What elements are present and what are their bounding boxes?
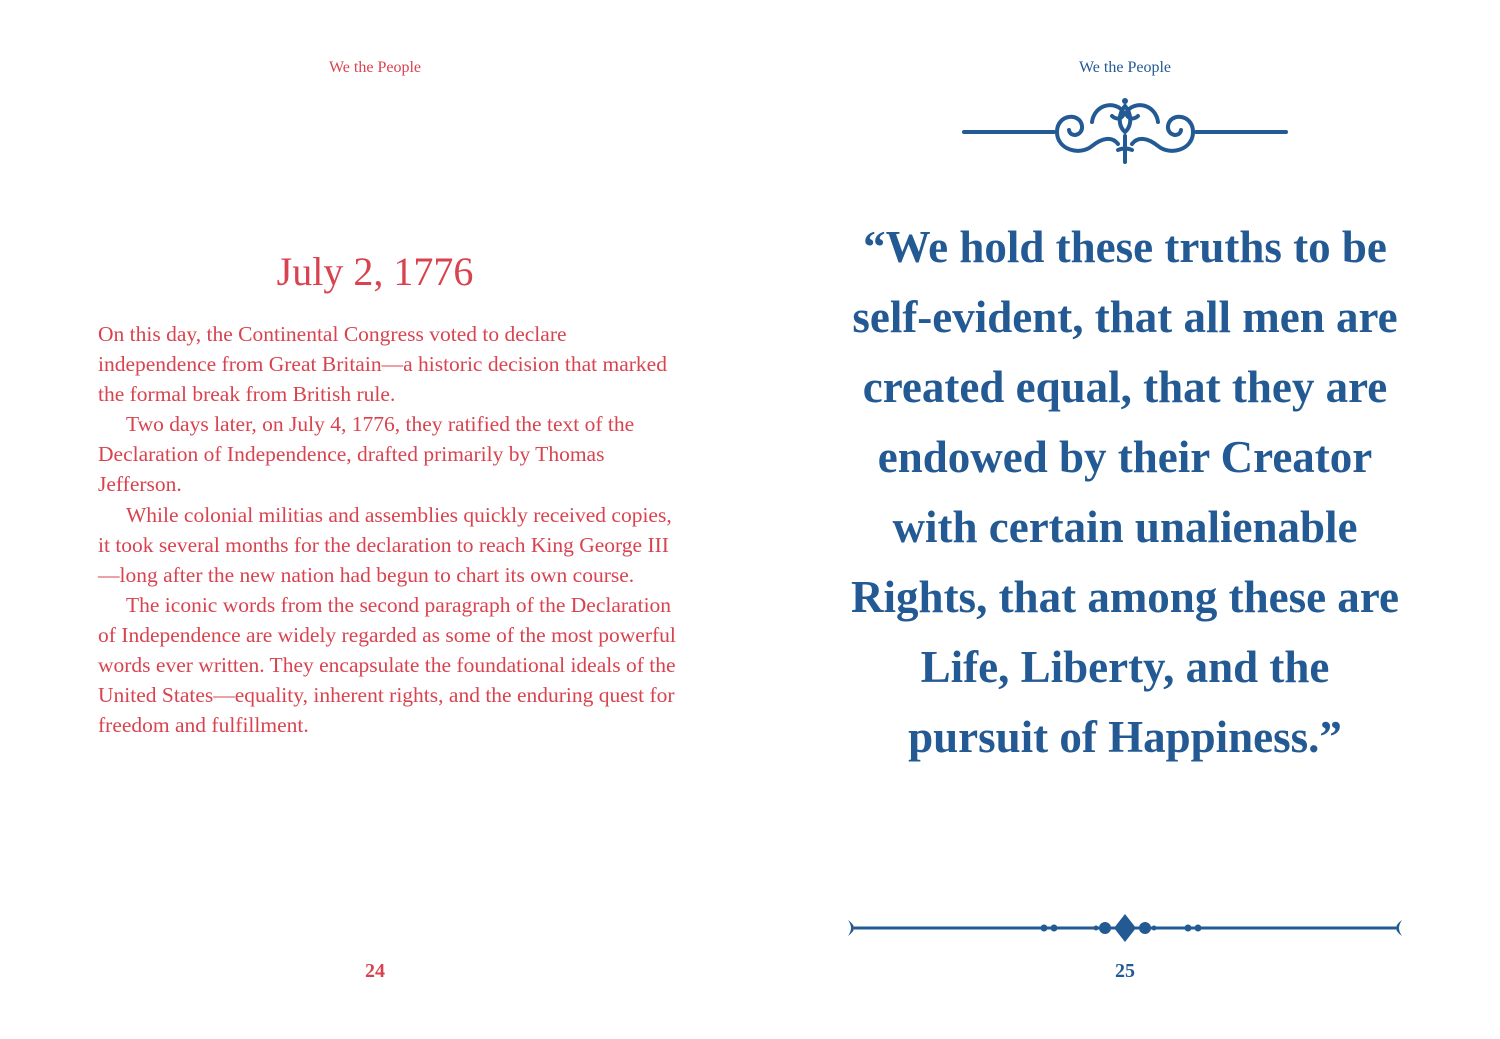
chapter-title: July 2, 1776 [276, 249, 474, 294]
running-head: We the People [328, 59, 421, 76]
paragraph: On this day, the Continental Congress voted to declare independence from Great Britain—a historic decision that marked the formal break from British rule. [98, 322, 667, 407]
right-page [750, 0, 1500, 1039]
running-head: We the People [1078, 59, 1171, 76]
body-text [98, 319, 683, 740]
paragraph: The iconic words from the second paragraph of the Declaration of Independence are widely regarded as some of the most powerful words ever written. They encapsulate the foundational ideals of the United States—equality, inherent rights, and the enduring quest for freedom and fulfillment. [98, 592, 676, 738]
divider-rule-icon [848, 910, 1402, 946]
quote-text: “We hold these truths to be self-evident, that all men are created equal, that they are endowed by their Creator with certain unalienable Rights, that among these are Life, Liberty, and the pursuit of Happiness.” [851, 222, 1399, 762]
scroll-flourish-icon [962, 92, 1288, 166]
paragraph: Two days later, on July 4, 1776, they ratified the text of the Declaration of Independence, drafted primarily by Thomas Jefferson. [98, 412, 635, 497]
page-number: 25 [1115, 960, 1135, 982]
paragraph: While colonial militias and assemblies quickly received copies, it took several months for the declaration to reach King George III—long after the new nation had begun to chart its own course. [98, 502, 672, 587]
page-number: 24 [365, 960, 385, 982]
